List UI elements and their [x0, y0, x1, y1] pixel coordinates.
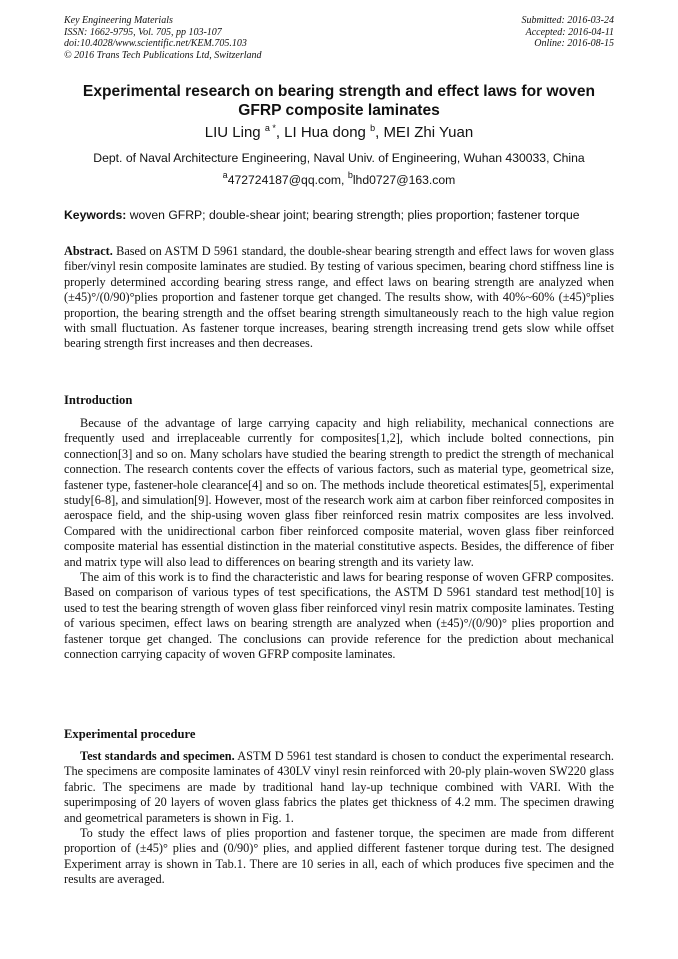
journal-info [64, 15, 262, 61]
doi-line: doi:10.4028/www.scientific.net/KEM.705.103 [64, 38, 247, 50]
copyright-line: © 2016 Trans Tech Publications Ltd, Switzerland [64, 49, 262, 61]
introduction-section [64, 416, 614, 663]
issn-line: ISSN: 1662-9795, Vol. 705, pp 103-107 [64, 26, 222, 38]
abstract-label: Abstract. [64, 244, 113, 258]
author-superscript: a * [264, 123, 276, 133]
paper-title: Experimental research on bearing strength and effect laws for woven GFRP composite laminates [82, 83, 596, 119]
keywords [64, 208, 614, 223]
email-link[interactable]: 472724187@qq.com, [227, 173, 348, 187]
email-link[interactable]: lhd0727@163.com [352, 173, 456, 187]
paragraph: The aim of this work is to find the characteristic and laws for bearing response of woven GFRP composites. Based on comparison of various types of test specifications, the ASTM D 5961 standard test method[10] is used to test the bearing strength of woven glass fiber reinforced vinyl resin matrix composite laminates. Testing of various specimen, effect laws on bearing strength are analyzed when (±45)°/(0/90)° plies proportion and fastener torque get changed. The conclusions can provide reference for the prediction about mechanical connection carrying capacity of woven GFRP composite laminates. [64, 570, 614, 662]
experimental-section [64, 749, 614, 888]
paragraph: ASTM D 5961 test standard is chosen to conduct the experimental research. The specimens are composite laminates of 430LV vinyl resin reinforced with 20-ply plain-woven SW220 glass fabric. The specimens are made by traditional hand lay-up technique combined with VARI. With the superimposing of 20 layers of woven glass fabrics the plates get thickness of 4.2 mm. The specimen drawing and geometrical parameters is shown in Fig. 1. [64, 749, 614, 825]
author-li-hua-dong: LI Hua dong [284, 124, 366, 141]
online-date: Online: 2016-08-15 [534, 38, 614, 50]
email-superscript: b [347, 170, 353, 180]
author-separator: , [375, 124, 384, 141]
introduction-heading: Introduction [64, 393, 133, 407]
submitted-date: Submitted: 2016-03-24 [521, 15, 614, 26]
affiliation: Dept. of Naval Architecture Engineering, Naval Univ. of Engineering, Wuhan 430033, China [93, 151, 585, 165]
publication-dates [522, 15, 615, 50]
journal-name: Key Engineering Materials [64, 15, 173, 26]
author-superscript: b [370, 123, 376, 133]
paragraph: To study the effect laws of plies proportion and fastener torque, the specimen are made from different proportion of (±45)° plies and (0/90)° plies, and applied different fastener torque during test. The designed Experiment array is shown in Tab.1. There are 10 series in all, each of which produces five specimen and the results are averaged. [64, 826, 614, 887]
author-list [64, 124, 614, 142]
author-mei-zhi-yuan: MEI Zhi Yuan [383, 124, 474, 141]
experimental-heading: Experimental procedure [64, 727, 196, 741]
subsection-label: Test standards and specimen. [80, 749, 235, 763]
accepted-date: Accepted: 2016-04-11 [525, 26, 614, 38]
abstract-text: Based on ASTM D 5961 standard, the double-shear bearing strength and effect laws for woven glass fiber/vinyl resin composite laminates are studied. By testing of various specimen, bearing chord stiffness line is properly determined according bearing stress range, and effect laws on bearing strength are analyzed when (±45)°/(0/90)°plies proportion and fastener torque get changed. The results show, with 40%~60% (±45)°plies proportion, the bearing strength and the offset bearing strength simultaneously reach to the high value region with small fluctuation. As fastener torque increases, bearing strength increasing trend gets slow while offset bearing strength first increases and then decreases. [64, 244, 614, 351]
abstract-section [64, 244, 614, 352]
keywords-text: woven GFRP; double-shear joint; bearing strength; plies proportion; fastener torque [126, 208, 580, 222]
author-liu-ling: LIU Ling [204, 124, 261, 141]
paragraph: Because of the advantage of large carrying capacity and high reliability, mechanical connections are frequently used and irreplaceable currently for composites[1,2], which include bolted connections, pin connection[3] and so on. Many scholars have studied the bearing strength to predict the strength of mechanical connection. The research contents cover the effects of various factors, such as material type, geometrical size, fastener type, fastener-hole clearance[4] and so on. The methods include theoretical estimates[5], experimental study[6-8], and simulation[9]. However, most of the research work aim at carbon fiber reinforced composites in aerospace field, and the ship-using woven glass fiber reinforced resin matrix composites are less involved. Compared with the unidirectional carbon fiber reinforced composite material, woven glass fiber reinforced composite material has essential distinction in the material constitutive aspects. Besides, the difference of fiber and matrix type will also lead to differences on bearing strength and its variety law. [64, 416, 614, 569]
email-superscript: a [222, 170, 228, 180]
author-emails [64, 170, 614, 188]
author-separator: , [275, 124, 285, 141]
keywords-label: Keywords: [64, 208, 127, 222]
